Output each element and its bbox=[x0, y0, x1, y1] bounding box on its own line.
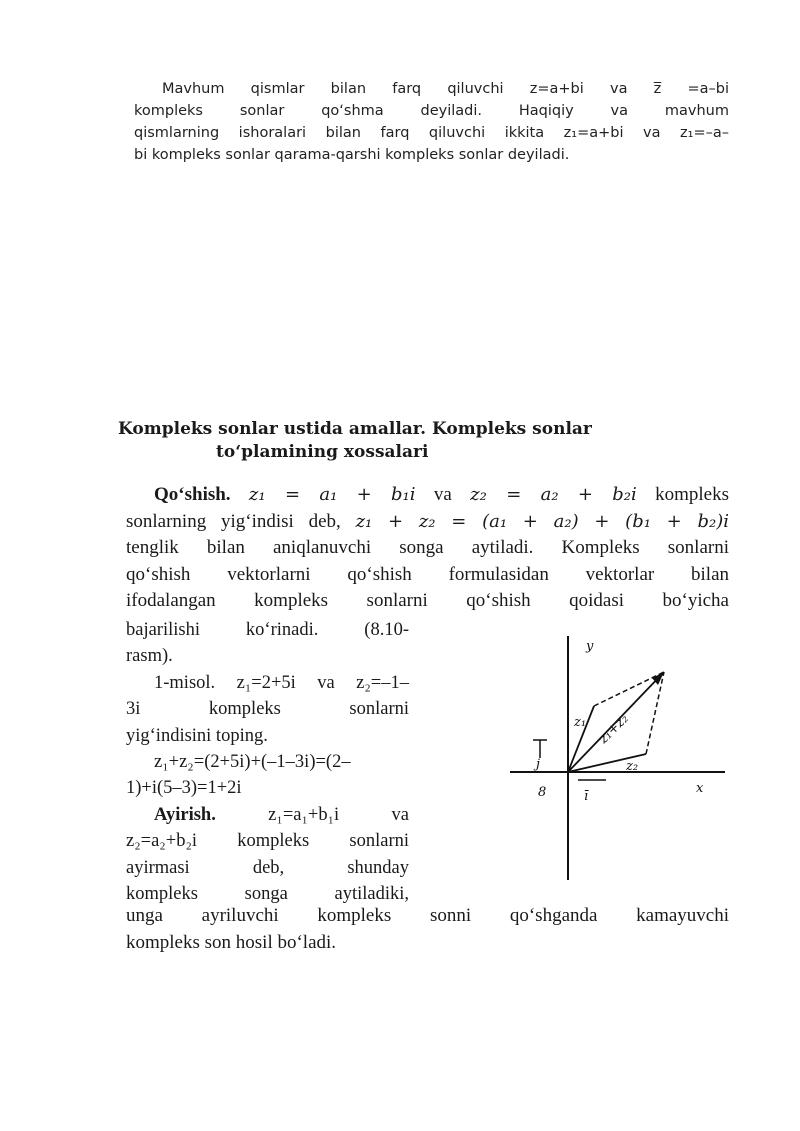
parallelogram-side bbox=[646, 672, 664, 754]
unit-i-label: ī bbox=[584, 789, 589, 804]
subtraction-paragraph-end bbox=[126, 903, 729, 956]
parallelogram-side bbox=[594, 672, 664, 706]
vector-addition-figure bbox=[500, 630, 730, 885]
paragraph-line: qismlarning ishoralari bilan farq qiluvchi ikkita z₁=a+bi va z₁=–a– bbox=[134, 125, 729, 141]
paragraph-line: 3i kompleks sonlarni bbox=[126, 699, 409, 720]
subtraction-line bbox=[126, 802, 409, 828]
paragraph-line: bi kompleks sonlar qarama-qarshi kompleks sonlar deyiladi. bbox=[134, 147, 570, 163]
sum-definition-text: sonlarning yig‘indisi deb, bbox=[126, 510, 341, 532]
paragraph-line bbox=[126, 482, 729, 509]
formula-z1: z₁ = a₁ + b₁i bbox=[248, 484, 416, 505]
heading-line: to‘plamining xossalari bbox=[216, 442, 429, 462]
section-heading bbox=[118, 418, 678, 464]
paragraph-line: kompleks sonlar qo‘shma deyiladi. Haqiqiy va mavhum bbox=[134, 103, 729, 119]
paragraph-line: rasm). bbox=[126, 646, 173, 667]
word-text: kompleks bbox=[655, 484, 730, 505]
paragraph-line: yig‘indisini toping. bbox=[126, 725, 268, 746]
formula-sum: z₁ + z₂ = (a₁ + a₂) + (b₁ + b₂)i bbox=[355, 510, 730, 532]
paragraph-line: kompleks son hosil bo‘ladi. bbox=[126, 931, 337, 953]
z2-label: z₂ bbox=[626, 759, 639, 774]
paragraph-line: bajarilishi ko‘rinadi. (8.10- bbox=[126, 620, 409, 640]
paragraph-line: ayirmasi deb, shunday bbox=[126, 857, 409, 878]
example-solution-line: 1)+i(5–3)=1+2i bbox=[126, 778, 242, 799]
paragraph-line: z₂=a₂+b₂i kompleks sonlarni bbox=[126, 831, 409, 852]
paragraph-line bbox=[126, 509, 729, 536]
paragraph-line: kompleks songa aytiladiki, bbox=[126, 884, 409, 905]
paragraph-line: ifodalangan kompleks sonlarni qo‘shish qoidasi bo‘yicha bbox=[126, 590, 729, 612]
subtraction-term: Ayirish. bbox=[154, 804, 216, 825]
example-solution-line: z₁+z₂=(2+5i)+(–1–3i)=(2– bbox=[154, 752, 351, 773]
z1-label: z₁ bbox=[574, 715, 587, 730]
heading-line: Kompleks sonlar ustida amallar. Kompleks sonlar bbox=[118, 419, 592, 439]
subtraction-formula: z₁=a₁+b₁i va bbox=[268, 804, 409, 825]
paragraph-line: qo‘shish vektorlarni qo‘shish formulasidan vektorlar bilan bbox=[126, 563, 729, 585]
sum-label: z₁+z₂ bbox=[596, 711, 632, 747]
example-column bbox=[126, 617, 409, 907]
addition-term: Qo‘shish. bbox=[154, 484, 231, 505]
conjugate-definition-paragraph bbox=[134, 78, 729, 166]
x-axis-label: x bbox=[696, 781, 704, 796]
unit-j-label: j bbox=[536, 757, 541, 772]
formula-z2: z₂ = a₂ + b₂i bbox=[470, 484, 637, 505]
y-axis-label: y bbox=[586, 639, 594, 654]
paragraph-line: tenglik bilan aniqlanuvchi songa aytiladi. Kompleks sonlarni bbox=[126, 537, 729, 559]
paragraph-line: unga ayriluvchi kompleks sonni qo‘shganda kamayuvchi bbox=[126, 905, 729, 926]
conjunction-text: va bbox=[433, 484, 452, 505]
paragraph-line: Mavhum qismlar bilan farq qiluvchi z=a+bi va z̅ =a–bi bbox=[162, 81, 729, 97]
example-title-line: 1-misol. z₁=2+5i va z₂=–1– bbox=[154, 672, 409, 693]
origin-label: 8 bbox=[538, 785, 547, 800]
addition-paragraph bbox=[126, 482, 729, 615]
